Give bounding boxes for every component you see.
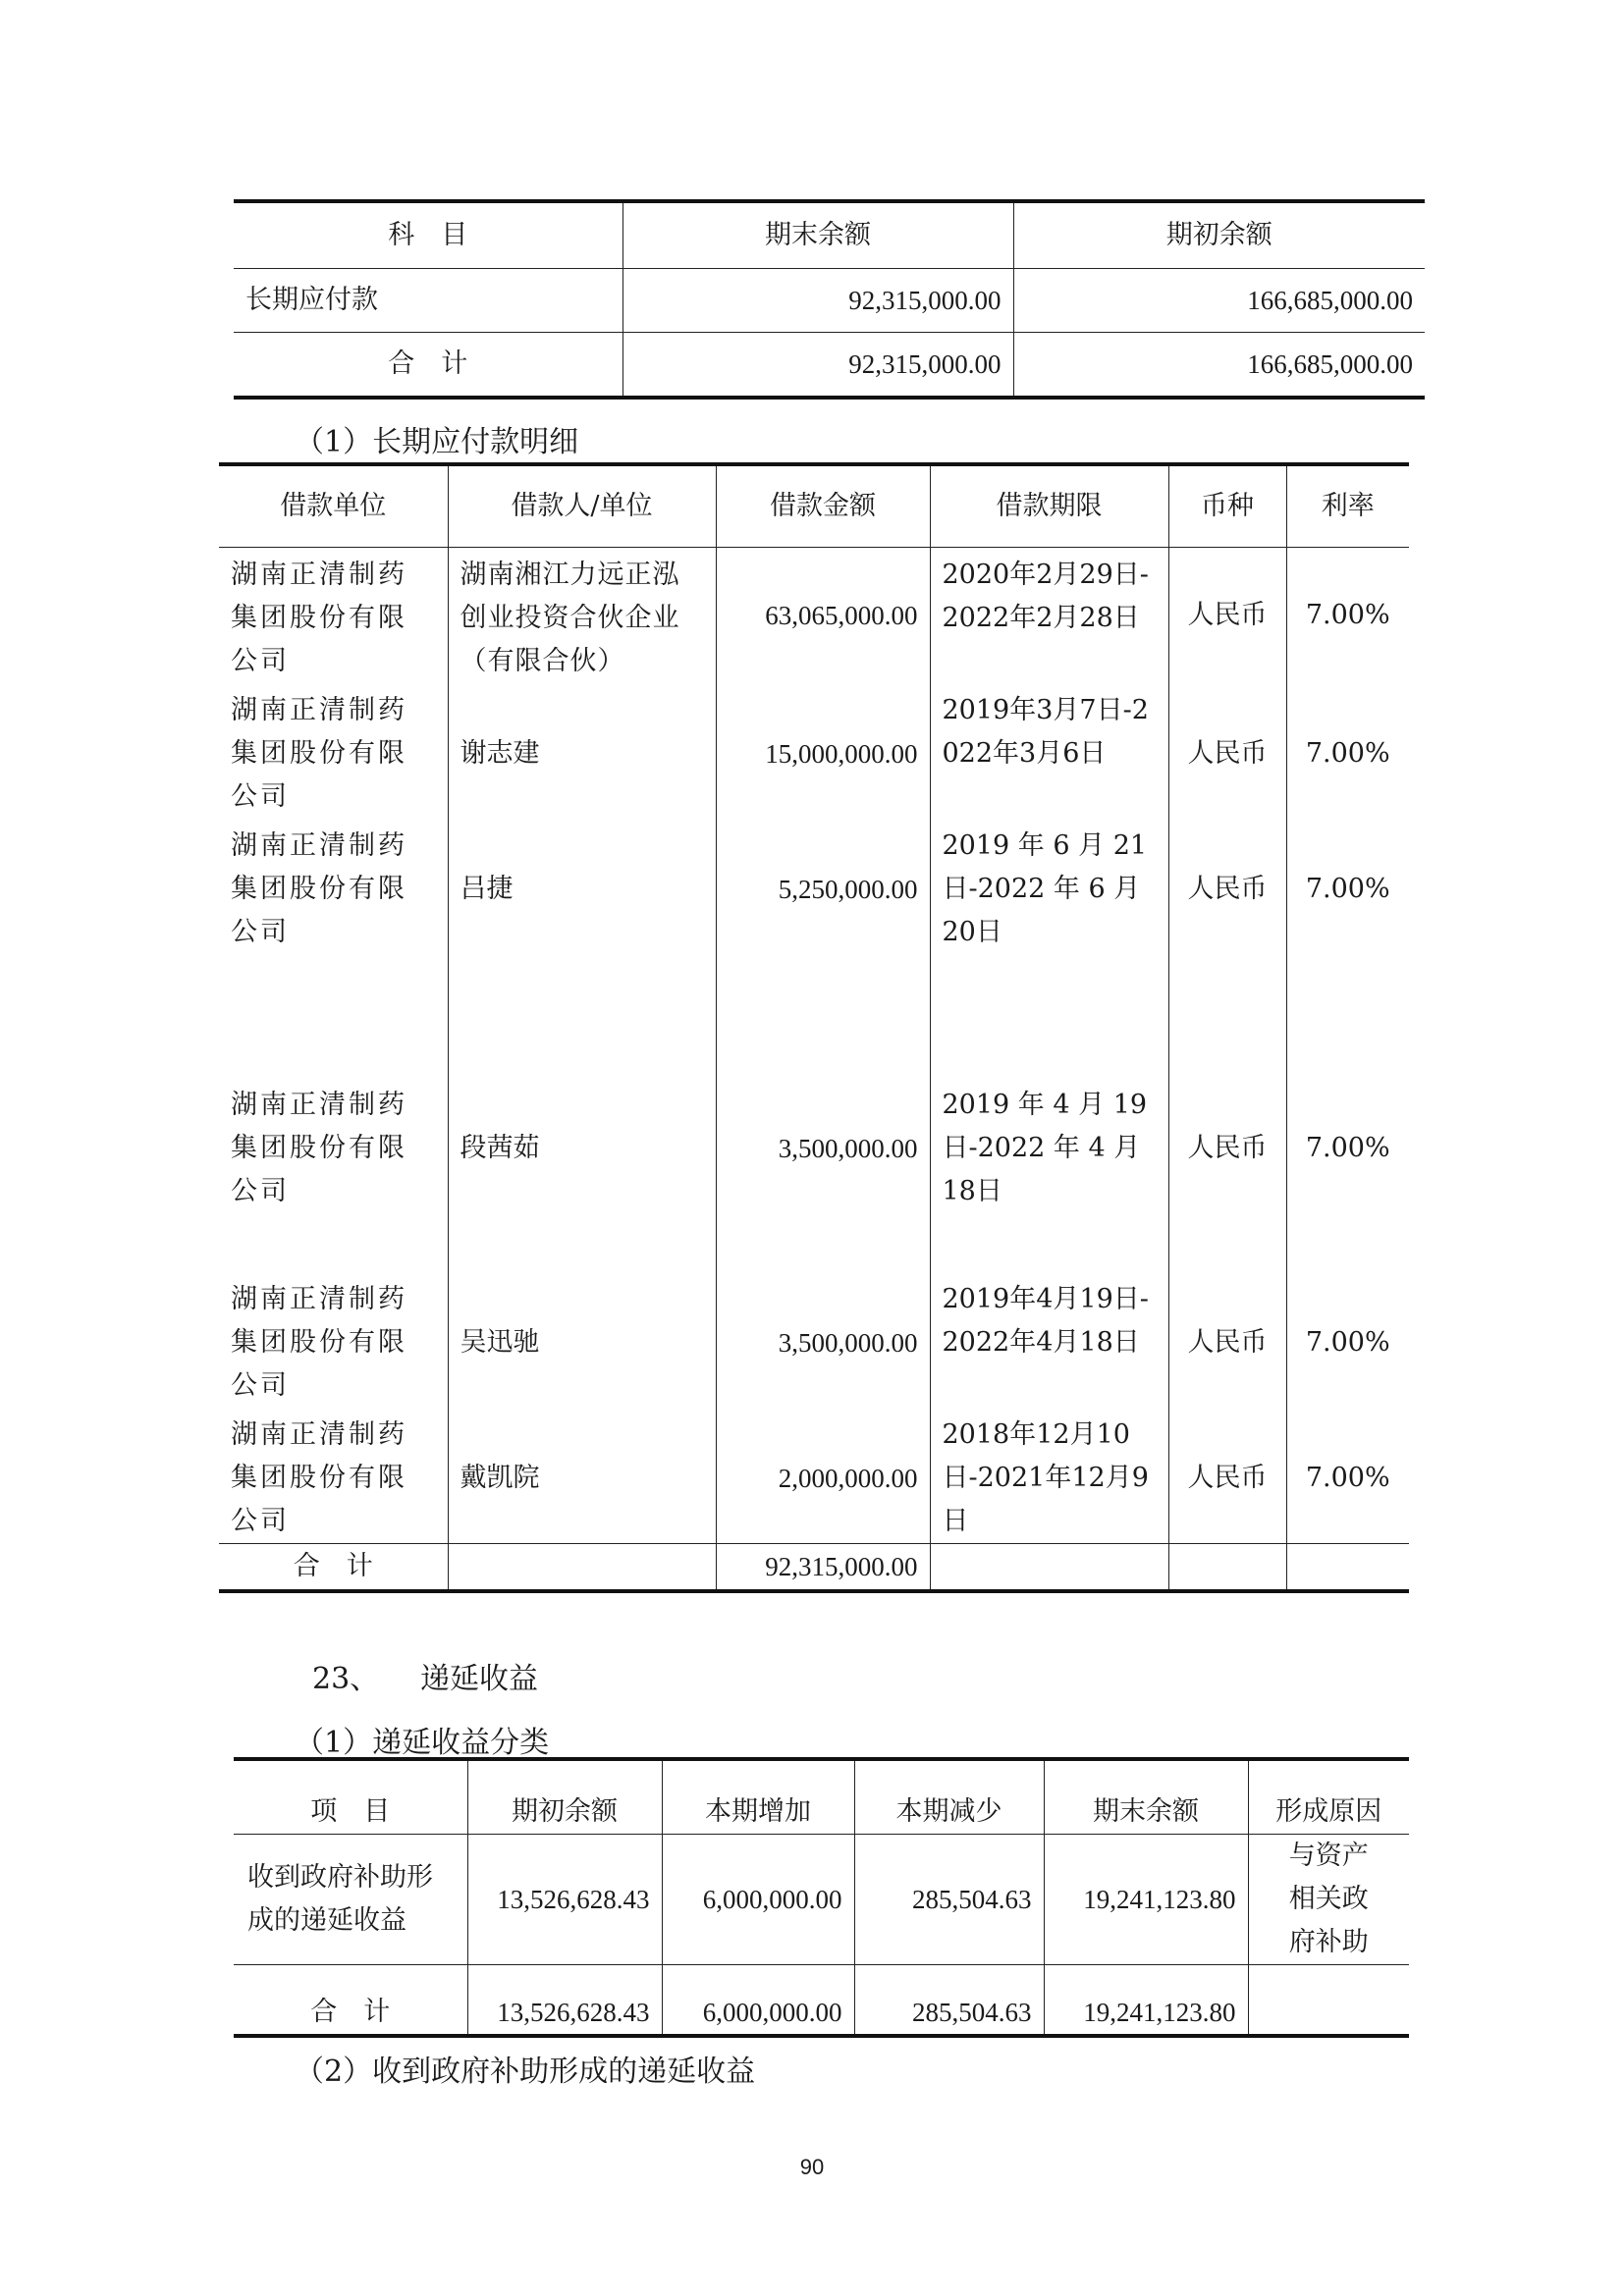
subsection-heading: （2）收到政府补助形成的递延收益 — [295, 2055, 756, 2089]
currency-cell: 人民币 — [1168, 1078, 1286, 1272]
lender-cell: 湖南湘江力远正泓创业投资合伙企业（有限合伙） — [448, 548, 716, 684]
row-label: 收到政府补助形成的递延收益 — [234, 1835, 467, 1965]
lender-cell: 戴凯院 — [448, 1408, 716, 1544]
column-header: 本期增加 — [662, 1759, 854, 1835]
currency-cell: 人民币 — [1168, 548, 1286, 684]
borrower-unit-cell: 湖南正清制药集团股份有限公司 — [231, 695, 407, 812]
rate-cell: 7.00% — [1286, 819, 1409, 1078]
term-cell: 2018年12月10日-2021年12月9日 — [930, 1408, 1168, 1544]
column-header: 本期减少 — [854, 1759, 1044, 1835]
borrower-unit-cell: 湖南正清制药集团股份有限公司 — [231, 1090, 407, 1206]
total-amount: 92,315,000.00 — [716, 1544, 930, 1592]
cell-value: 166,685,000.00 — [1013, 333, 1425, 399]
lender-cell: 吕捷 — [448, 819, 716, 1078]
amount-cell: 3,500,000.00 — [716, 1272, 930, 1408]
rate-cell: 7.00% — [1286, 548, 1409, 684]
lender-cell: 段茜茹 — [448, 1078, 716, 1272]
amount-cell: 5,250,000.00 — [716, 819, 930, 1078]
cell-value: 166,685,000.00 — [1013, 269, 1425, 333]
column-header: 借款期限 — [930, 464, 1168, 548]
rate-cell: 7.00% — [1286, 1272, 1409, 1408]
column-header: 期末余额 — [1044, 1759, 1248, 1835]
currency-cell: 人民币 — [1168, 1272, 1286, 1408]
column-header: 期初余额 — [1013, 201, 1425, 269]
currency-cell: 人民币 — [1168, 1408, 1286, 1544]
subsection-heading: （1）递延收益分类 — [295, 1726, 550, 1760]
page-number: 90 — [799, 2155, 825, 2179]
empty-cell — [1286, 1544, 1409, 1592]
term-cell: 2020年2月29日-2022年2月28日 — [930, 548, 1168, 684]
cell-value: 285,504.63 — [854, 1835, 1044, 1965]
amount-cell: 2,000,000.00 — [716, 1408, 930, 1544]
column-header: 借款单位 — [219, 464, 448, 548]
table-row — [219, 683, 1409, 819]
cell-value: 92,315,000.00 — [623, 333, 1013, 399]
rate-cell: 7.00% — [1286, 683, 1409, 819]
table-total-row — [234, 1965, 1409, 2037]
column-header: 利率 — [1286, 464, 1409, 548]
rate-cell: 7.00% — [1286, 1408, 1409, 1544]
cell-value: 6,000,000.00 — [662, 1835, 854, 1965]
section-number: 23、 — [312, 1662, 380, 1696]
row-label: 合 计 — [388, 348, 468, 379]
column-header: 借款人/单位 — [448, 464, 716, 548]
cell-value: 13,526,628.43 — [467, 1835, 662, 1965]
row-label: 合 计 — [310, 1997, 391, 2027]
table-row — [219, 1078, 1409, 1272]
row-label: 长期应付款 — [234, 269, 623, 333]
cell-value: 92,315,000.00 — [623, 269, 1013, 333]
rate-cell: 7.00% — [1286, 1078, 1409, 1272]
cell-value: 19,241,123.80 — [1044, 1965, 1248, 2037]
table-total-row — [219, 1544, 1409, 1592]
table-row — [219, 548, 1409, 684]
borrower-unit-cell: 湖南正清制药集团股份有限公司 — [231, 830, 407, 947]
table-row — [234, 269, 1425, 333]
empty-cell — [1168, 1544, 1286, 1592]
term-cell: 2019年3月7日-2022年3月6日 — [930, 683, 1168, 819]
column-header: 项 目 — [234, 1759, 467, 1835]
cell-value: 13,526,628.43 — [467, 1965, 662, 2037]
term-cell: 2019年4月19日-2022年4月18日 — [930, 1272, 1168, 1408]
column-header: 币种 — [1168, 464, 1286, 548]
borrower-unit-cell: 湖南正清制药集团股份有限公司 — [231, 1284, 407, 1401]
amount-cell: 3,500,000.00 — [716, 1078, 930, 1272]
column-header: 期初余额 — [467, 1759, 662, 1835]
table-total-row — [234, 333, 1425, 399]
term-cell: 2019 年 4 月 19 日-2022 年 4 月 18日 — [930, 1078, 1168, 1272]
column-header: 借款金额 — [716, 464, 930, 548]
deferred-income-table — [234, 1757, 1409, 2038]
column-header: 期末余额 — [623, 201, 1013, 269]
long-term-payables-summary-table — [234, 199, 1425, 400]
amount-cell: 63,065,000.00 — [716, 548, 930, 684]
cell-value: 与资产相关政府补助 — [1248, 1835, 1409, 1965]
lender-cell: 谢志建 — [448, 683, 716, 819]
column-header: 科 目 — [234, 201, 623, 269]
long-term-payables-detail-table — [219, 462, 1409, 1593]
table-row — [219, 819, 1409, 1078]
cell-value: 19,241,123.80 — [1044, 1835, 1248, 1965]
table-header-row — [234, 1759, 1409, 1835]
cell-value: 285,504.63 — [854, 1965, 1044, 2037]
borrower-unit-cell: 湖南正清制药集团股份有限公司 — [231, 560, 407, 676]
table-header-row — [219, 464, 1409, 548]
table-row — [219, 1408, 1409, 1544]
cell-value: 6,000,000.00 — [662, 1965, 854, 2037]
empty-cell — [930, 1544, 1168, 1592]
section-title: 递延收益 — [420, 1662, 538, 1696]
lender-cell: 吴迅驰 — [448, 1272, 716, 1408]
currency-cell: 人民币 — [1168, 819, 1286, 1078]
table-header-row — [234, 201, 1425, 269]
table-row — [219, 1272, 1409, 1408]
cell-value — [1248, 1965, 1409, 2037]
currency-cell: 人民币 — [1168, 683, 1286, 819]
table-row — [234, 1835, 1409, 1965]
column-header: 形成原因 — [1248, 1759, 1409, 1835]
term-cell: 2019 年 6 月 21 日-2022 年 6 月 20日 — [930, 819, 1168, 1078]
amount-cell: 15,000,000.00 — [716, 683, 930, 819]
section-heading: （1）长期应付款明细 — [295, 425, 579, 459]
total-label: 合 计 — [219, 1544, 448, 1592]
borrower-unit-cell: 湖南正清制药集团股份有限公司 — [231, 1419, 407, 1536]
empty-cell — [448, 1544, 716, 1592]
